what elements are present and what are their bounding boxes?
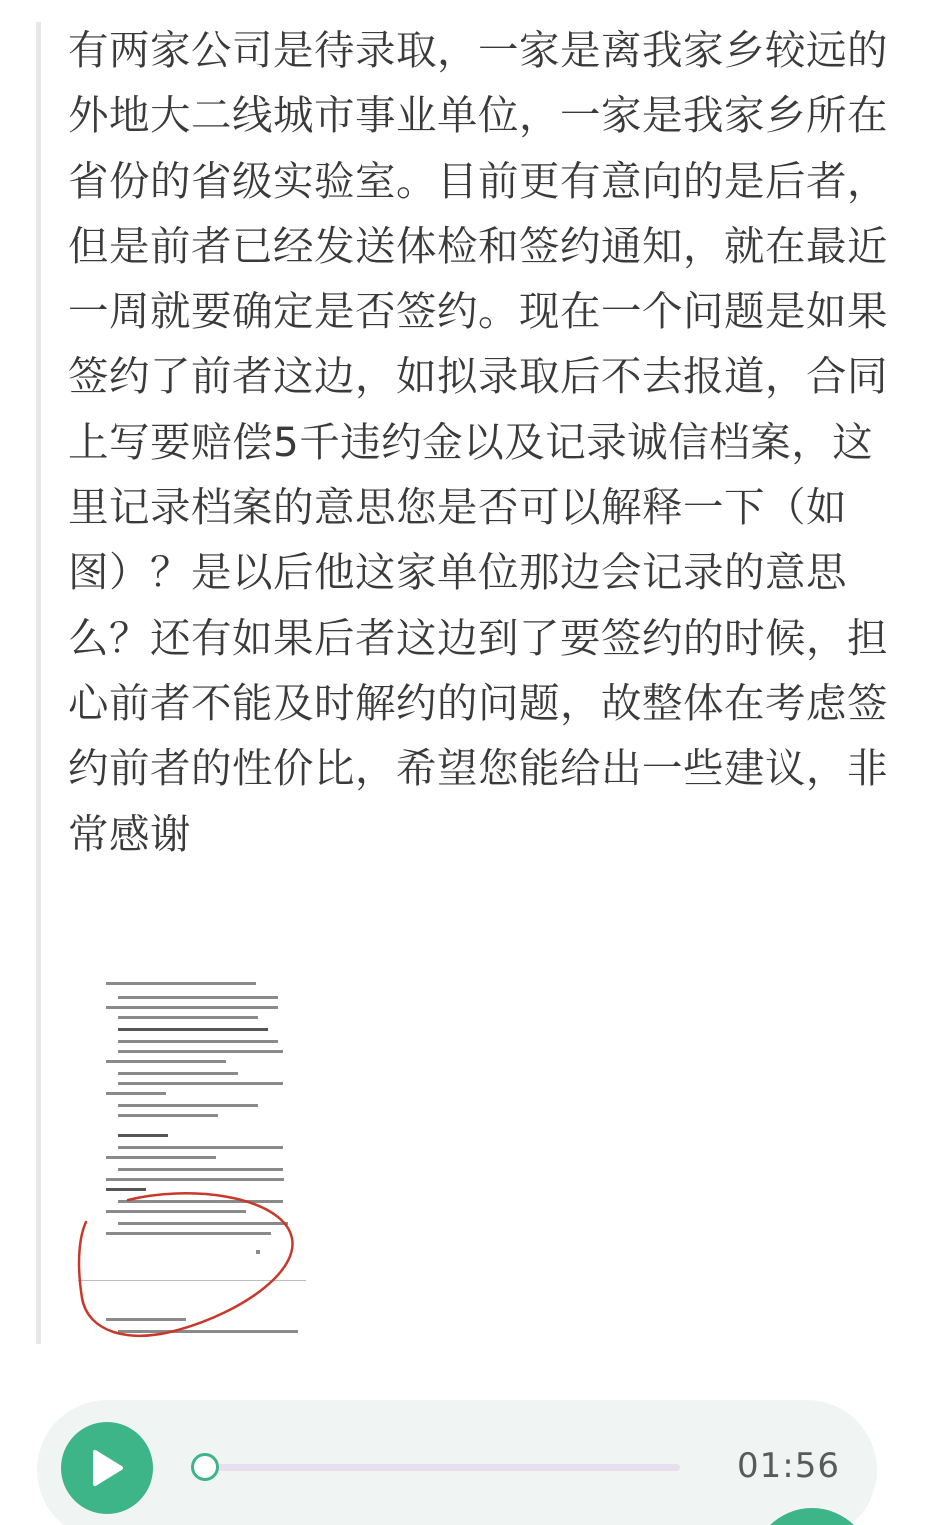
audio-progress-knob[interactable]	[191, 1453, 219, 1481]
audio-progress-track[interactable]	[205, 1464, 680, 1471]
attached-contract-image[interactable]	[68, 960, 318, 1348]
audio-player	[37, 1400, 877, 1525]
annotation-circle	[79, 1193, 292, 1335]
quote-bar	[36, 22, 41, 1344]
play-button[interactable]	[61, 1422, 153, 1514]
contract-page-drawing	[68, 960, 318, 1348]
question-message-text: 有两家公司是待录取，一家是离我家乡较远的外地大二线城市事业单位，一家是我家乡所在省份的省级实验室。目前更有意向的是后者，但是前者已经发送体检和签约通知，就在最近一周就要确定是否签约。现在一个问题是如果签约了前者这边，如拟录取后不去报道，合同上写要赔偿5千违约金以及记录诚信档案，这里记录档案的意思您是否可以解释一下（如图）？是以后他这家单位那边会记录的意思么？还有如果后者这边到了要签约的时候，担心前者不能及时解约的问题，故整体在考虑签约前者的性价比，希望您能给出一些建议，非常感谢	[68, 26, 888, 858]
play-icon	[89, 1448, 125, 1488]
audio-duration: 01:56	[737, 1446, 840, 1486]
